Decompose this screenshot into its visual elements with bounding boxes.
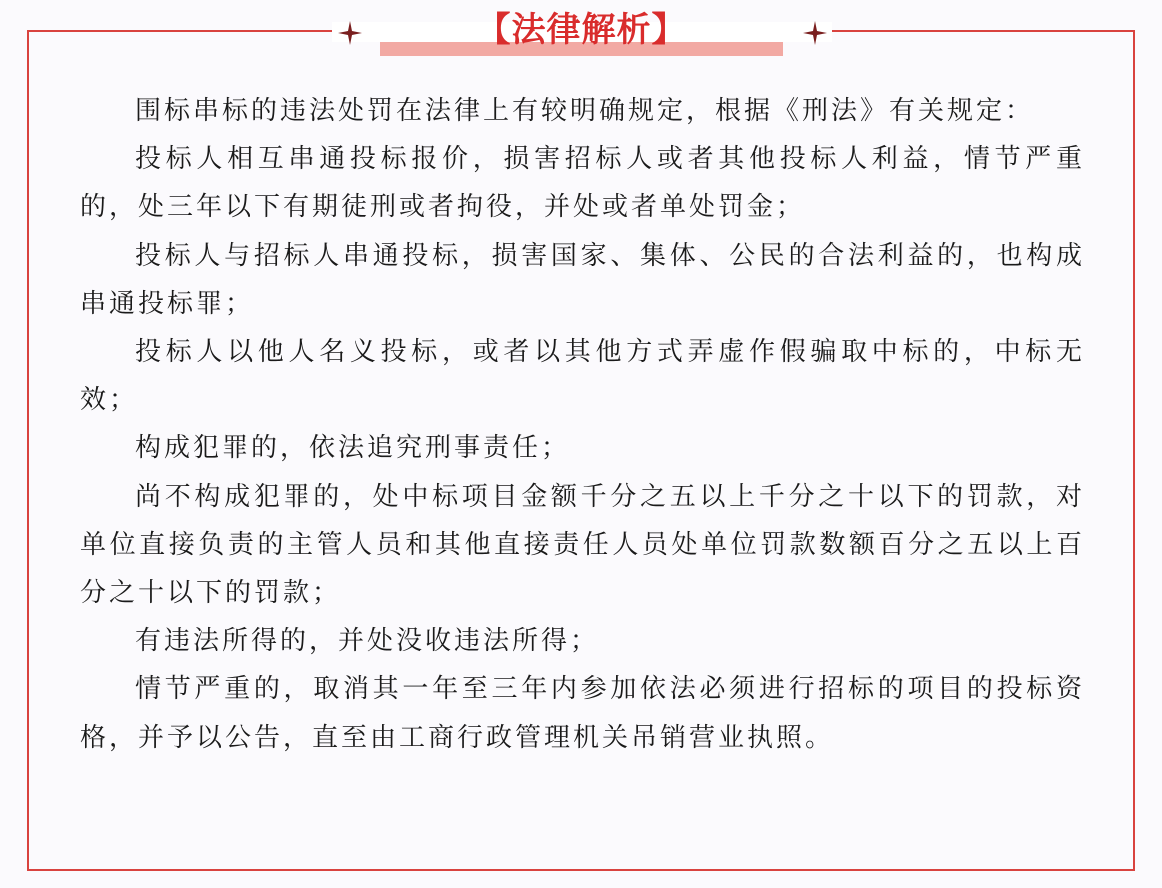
sparkle-icon [338, 21, 362, 45]
paragraph: 投标人以他人名义投标，或者以其他方式弄虚作假骗取中标的，中标无效； [80, 337, 1085, 416]
paragraph: 尚不构成犯罪的，处中标项目金额千分之五以上千分之十以下的罚款，对单位直接负责的主管人员和其他直接责任人员处单位罚款数额百分之五以上百分之十以下的罚款； [80, 481, 1085, 609]
paragraph: 有违法所得的，并处没收违法所得； [135, 626, 600, 657]
paragraph: 构成犯罪的，依法追究刑事责任； [135, 433, 571, 464]
section-title: 【法律解析】 [476, 10, 687, 50]
paragraph: 投标人与招标人串通投标，损害国家、集体、公民的合法利益的，也构成串通投标罪； [80, 240, 1085, 319]
paragraph: 情节严重的，取消其一年至三年内参加依法必须进行招标的项目的投标资格，并予以公告，直至由工商行政管理机关吊销营业执照。 [80, 674, 1085, 753]
paragraph: 投标人相互串通投标报价，损害招标人或者其他投标人利益，情节严重的，处三年以下有期徒刑或者拘役，并处或者单处罚金； [80, 144, 1085, 223]
legal-text [80, 87, 1085, 762]
paragraph: 围标串标的违法处罚在法律上有较明确规定，根据《刑法》有关规定： [135, 96, 1035, 126]
sparkle-icon [803, 21, 827, 45]
